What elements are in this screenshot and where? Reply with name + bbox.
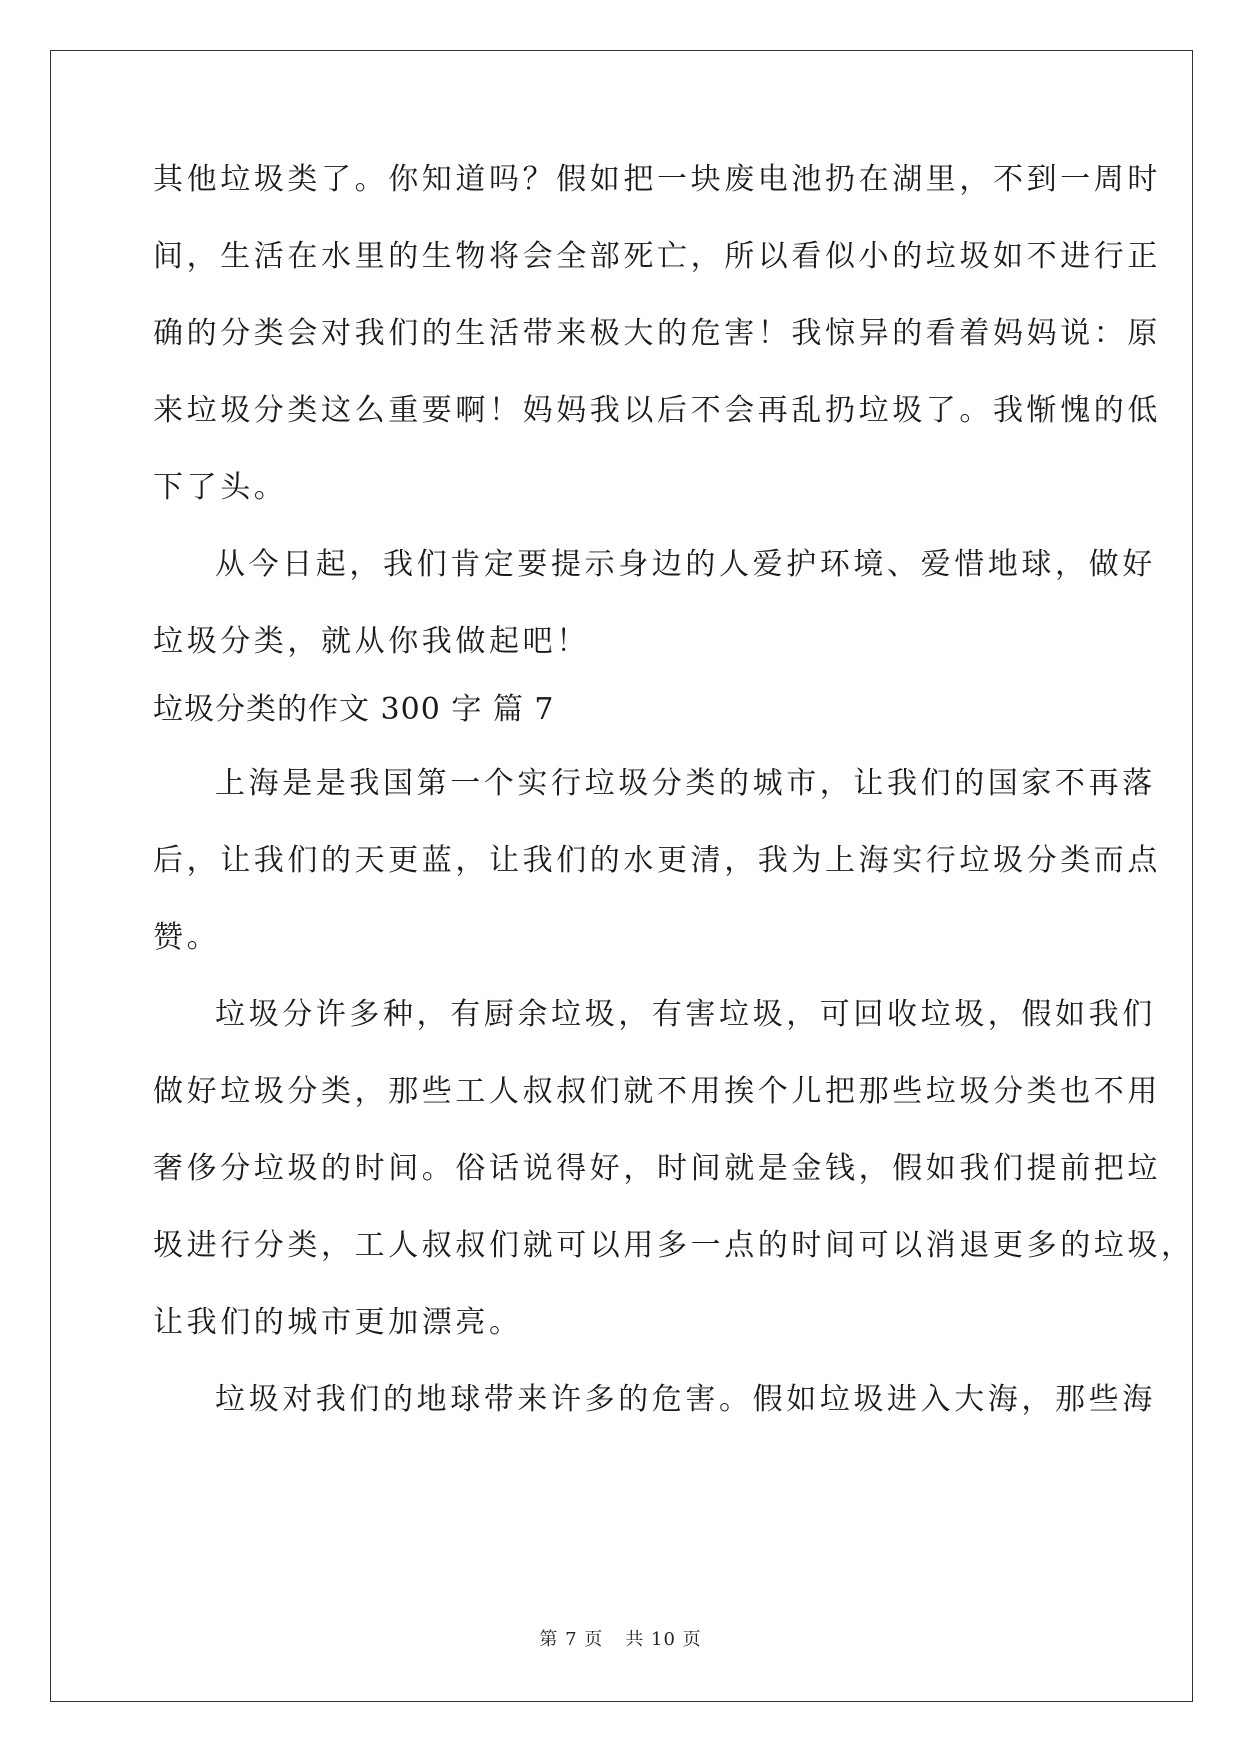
text-line: 赞。 [153,920,221,955]
text-line: 确的分类会对我们的生活带来极大的危害！我惊异的看着妈妈说：原 [153,316,1161,351]
paragraph-start-line: 上海是是我国第一个实行垃圾分类的城市，让我们的国家不再落 [215,766,1156,801]
page-number-current: 第 7 页 [539,1629,604,1650]
page-number-total: 共 10 页 [625,1629,702,1650]
text-line: 奢侈分垃圾的时间。俗话说得好，时间就是金钱，假如我们提前把垃 [153,1151,1161,1186]
text-line: 圾进行分类，工人叔叔们就可以用多一点的时间可以消退更多的垃圾， [153,1228,1195,1263]
section-heading: 垃圾分类的作文 300 字 篇 7 [153,692,555,727]
text-line: 后，让我们的天更蓝，让我们的水更清，我为上海实行垃圾分类而点 [153,843,1161,878]
text-line: 来垃圾分类这么重要啊！妈妈我以后不会再乱扔垃圾了。我惭愧的低 [153,393,1161,428]
text-line: 做好垃圾分类，那些工人叔叔们就不用挨个儿把那些垃圾分类也不用 [153,1074,1161,1109]
text-line: 其他垃圾类了。你知道吗？假如把一块废电池扔在湖里，不到一周时 [153,162,1161,197]
text-line: 垃圾分类，就从你我做起吧！ [153,624,590,659]
text-line: 下了头。 [153,470,288,505]
paragraph-start-line: 从今日起，我们肯定要提示身边的人爱护环境、爱惜地球，做好 [215,547,1156,582]
page-footer [0,1628,1241,1652]
text-line: 间，生活在水里的生物将会全部死亡，所以看似小的垃圾如不进行正 [153,239,1161,274]
text-line: 让我们的城市更加漂亮。 [153,1305,523,1340]
paragraph-start-line: 垃圾分许多种，有厨余垃圾，有害垃圾，可回收垃圾，假如我们 [215,997,1156,1032]
paragraph-start-line: 垃圾对我们的地球带来许多的危害。假如垃圾进入大海，那些海 [215,1382,1156,1417]
